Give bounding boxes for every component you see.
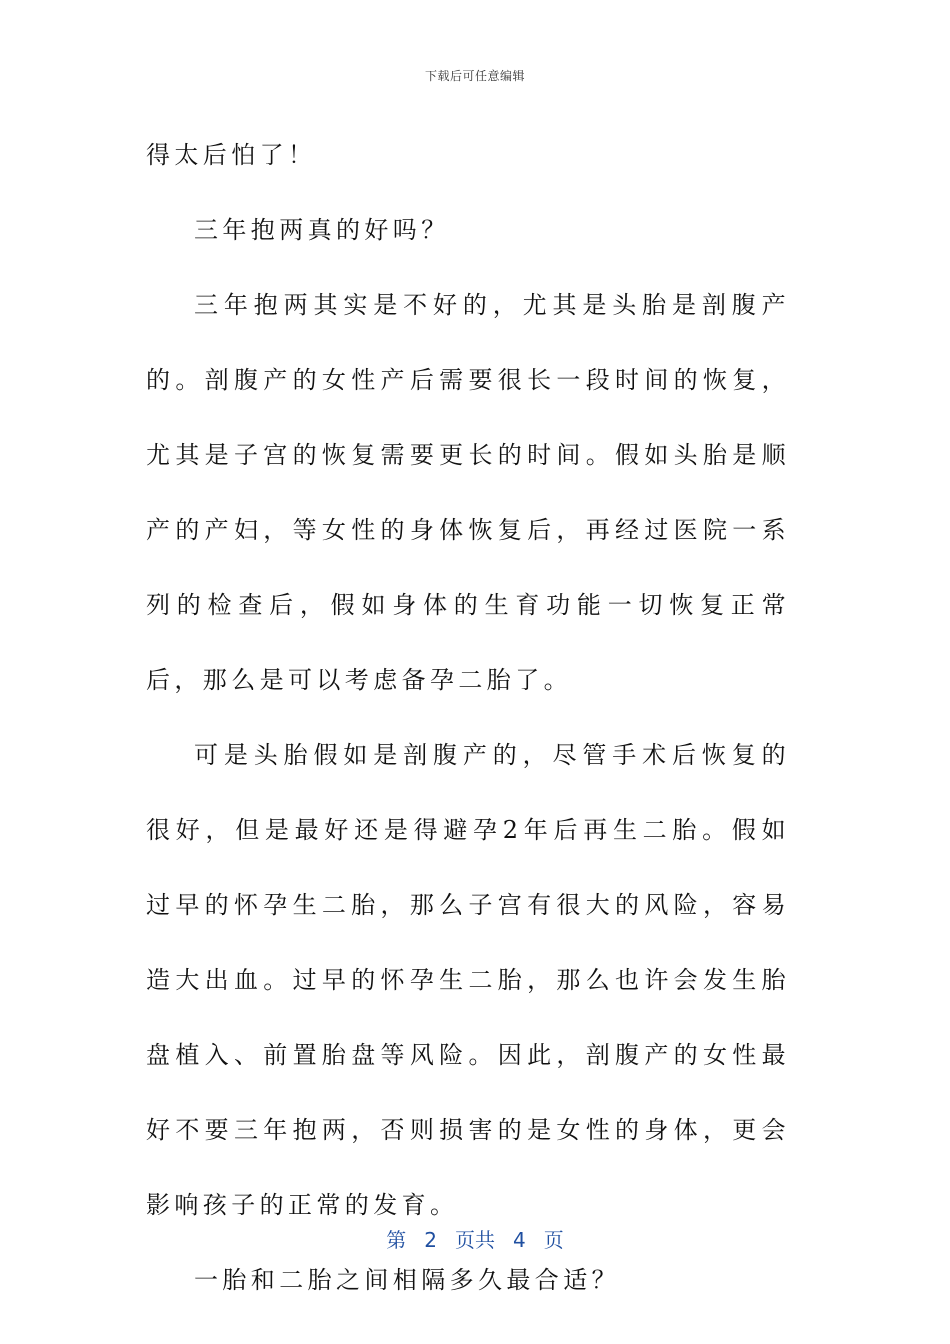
footer-prefix: 第	[386, 1228, 407, 1252]
page-header-note: 下载后可任意编辑	[424, 69, 525, 83]
paragraph-continuation: 得太后怕了！	[146, 141, 317, 169]
document-body	[146, 118, 790, 1318]
paragraph-answer-2: 可是头胎假如是剖腹产的，尽管手术后恢复的很好，但是最好还是得避孕2年后再生二胎。假如过早的怀孕生二胎，那么子宫有很大的风险，容易造大出血。过早的怀孕生二胎，那么也许会发生胎盘植入、前置胎盘等风险。因此，剖腹产的女性最好不要三年抱两，否则损害的是女性的身体，更会影响孩子的正常的发育。	[146, 741, 790, 1219]
footer-middle: 页共	[455, 1228, 495, 1252]
footer-total-pages: 4	[513, 1228, 526, 1252]
section-question-heading-2: 一胎和二胎之间相隔多久最合适？	[194, 1266, 620, 1294]
footer-suffix: 页	[543, 1228, 564, 1252]
page-number-footer	[0, 1224, 950, 1253]
section-question-heading: 三年抱两真的好吗？	[194, 216, 450, 244]
footer-current-page: 2	[424, 1228, 437, 1252]
paragraph-answer-1: 三年抱两其实是不好的，尤其是头胎是剖腹产的。剖腹产的女性产后需要很长一段时间的恢复，尤其是子宫的恢复需要更长的时间。假如头胎是顺产的产妇，等女性的身体恢复后，再经过医院一系列的检查后，假如身体的生育功能一切恢复正常后，那么是可以考虑备孕二胎了。	[146, 291, 790, 694]
